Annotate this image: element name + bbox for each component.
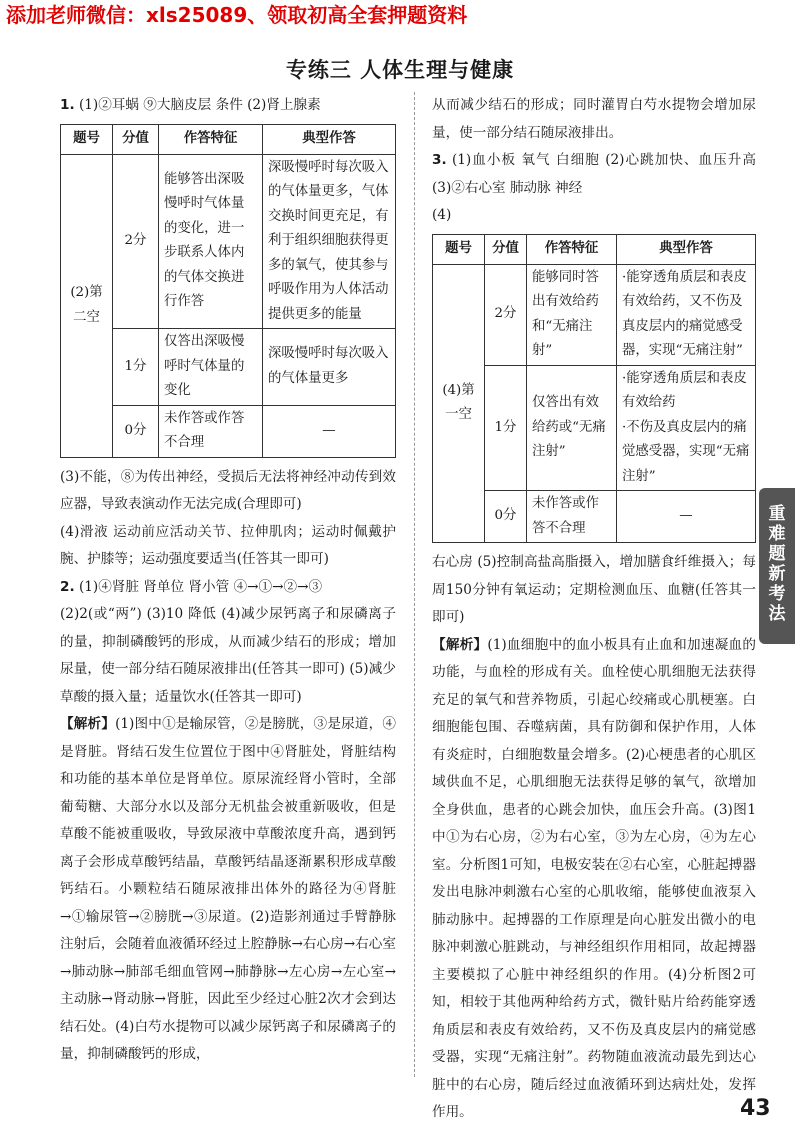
left-column xyxy=(60,92,396,1069)
side-tab-char: 考 xyxy=(768,584,786,604)
q2-part2: (2)2(或“两”) (3)10 降低 (4)减少尿钙离子和尿磷离子的量，抑制磷酸钙的形成，从而减少结石的形成；增加尿量，使一部分结石随尿液排出(任答其一即可) (5)减少草酸的摄入量；适量饮水(任答其一即可) xyxy=(60,606,396,705)
q2-number: 2. xyxy=(60,578,75,595)
answer-cell: ·能穿透角质层和表皮有效给药 ·不伤及真皮层内的痛觉感受器，实现“无痛注射” xyxy=(617,365,756,491)
header-feature: 作答特征 xyxy=(159,124,263,154)
q1-scoring-table xyxy=(60,124,396,458)
q3-scoring-table xyxy=(432,234,756,544)
header-item: 题号 xyxy=(433,234,485,264)
table-header-row xyxy=(61,124,396,154)
score-cell: 0分 xyxy=(113,405,159,457)
score-cell: 2分 xyxy=(113,154,159,329)
q1-part4: (4)滑液 运动前应活动关节、拉伸肌肉；运动时佩戴护腕、护膝等；运动强度要适当(任答其一即可) xyxy=(60,523,396,567)
q3-number: 3. xyxy=(432,152,447,168)
header-score: 分值 xyxy=(113,124,159,154)
q2-answer-1: (1)④肾脏 肾单位 肾小管 ④→①→②→③ xyxy=(78,578,323,595)
feature-cell: 未作答或作答不合理 xyxy=(527,491,617,543)
q3-analysis xyxy=(432,632,756,1127)
analysis-text: (1)图中①是输尿管，②是膀胱，③是尿道，④是肾脏。肾结石发生位置位于图中④肾脏处，肾脏结构和功能的基本单位是肾单位。原尿流经肾小管时，全部葡萄糖、大部分水以及部分无机盐会被重新吸收，但是草酸不能被重吸收，导致尿液中草酸浓度升高，遇到钙离子会形成草酸钙结晶，草酸钙结晶逐渐累积形成草酸钙结石。小颗粒结石随尿液排出体外的路径为④肾脏→①输尿管→②膀胱→③尿道。(2)造影剂通过手臂静脉注射后，会随着血液循环经过上腔静脉→右心房→右心室→肺动脉→肺部毛细血管网→肺静脉→左心房→左心室→主动脉→肾动脉→肾脏，因此至少经过心脏2次才会到达结石处。(4)白芍水提物可以减少尿钙离子和尿磷离子的量，抑制磷酸钙的形成， xyxy=(60,716,396,1062)
q3-after-table: 右心房 (5)控制高盐高脂摄入，增加膳食纤维摄入；每周150分钟有氧运动；定期检测血压、血糖(任答其一即可) xyxy=(432,554,756,625)
side-tab-char: 法 xyxy=(768,604,786,624)
promo-banner: 添加老师微信：xls25089、领取初高全套押题资料 xyxy=(6,3,468,27)
page-number: 43 xyxy=(740,1096,771,1121)
q3-part4-label: (4) xyxy=(432,207,452,223)
table-row xyxy=(61,154,396,329)
header-feature: 作答特征 xyxy=(527,234,617,264)
side-tab-char: 新 xyxy=(768,564,786,584)
right-column xyxy=(432,92,756,1127)
score-cell: 0分 xyxy=(485,491,527,543)
q1-number: 1. xyxy=(60,97,75,113)
answer-cell: 深吸慢呼时每次吸入的气体量更多，气体交换时间更充足，有利于组织细胞获得更多的氧气，使其参与呼吸作用为人体活动提供更多的能量 xyxy=(263,154,396,329)
analysis-label: 【解析】 xyxy=(60,716,116,732)
q1-answer-1: (1)②耳蜗 ⑨大脑皮层 条件 (2)肾上腺素 xyxy=(78,97,321,113)
answer-cell: — xyxy=(263,405,396,457)
analysis-label: 【解析】 xyxy=(432,636,488,653)
table-header-row xyxy=(433,234,756,264)
q2-continued: 从而减少结石的形成；同时灌胃白芍水提物会增加尿量，使一部分结石随尿液排出。 xyxy=(432,97,756,141)
answer-cell: 深吸慢呼时每次吸入的气体量更多 xyxy=(263,329,396,406)
q3-answer-1: (1)血小板 氧气 白细胞 (2)心跳加快、血压升高 (3)②右心室 肺动脉 神经 xyxy=(432,152,756,196)
feature-cell: 仅答出深吸慢呼时气体量的变化 xyxy=(159,329,263,406)
header-item: 题号 xyxy=(61,124,113,154)
feature-cell: 能够答出深吸慢呼时气体量的变化，进一步联系人体内的气体交换进行作答 xyxy=(159,154,263,329)
q2-line1 xyxy=(60,574,396,602)
score-cell: 1分 xyxy=(485,365,527,491)
score-cell: 2分 xyxy=(485,264,527,365)
header-score: 分值 xyxy=(485,234,527,264)
q1-part3: (3)不能，⑧为传出神经，受损后无法将神经冲动传到效应器，导致表演动作无法完成(合理即可) xyxy=(60,468,396,512)
side-tab-char: 题 xyxy=(768,544,786,564)
section-side-tab xyxy=(759,488,795,644)
score-cell: 1分 xyxy=(113,329,159,406)
side-tab-char: 重 xyxy=(768,504,786,524)
side-tab-char: 难 xyxy=(768,524,786,544)
answer-cell: — xyxy=(617,491,756,543)
answer-cell: ·能穿透角质层和表皮有效给药，又不伤及真皮层内的痛觉感受器，实现“无痛注射” xyxy=(617,264,756,365)
page-title: 专练三 人体生理与健康 xyxy=(285,58,515,82)
row-label: (4)第一空 xyxy=(433,264,485,543)
header-answer: 典型作答 xyxy=(263,124,396,154)
feature-cell: 能够同时答出有效给药和“无痛注射” xyxy=(527,264,617,365)
header-answer: 典型作答 xyxy=(617,234,756,264)
analysis-text: (1)血细胞中的血小板具有止血和加速凝血的功能，与血栓的形成有关。血栓使心肌细胞无法获得充足的氧气和营养物质，引起心绞痛或心肌梗塞。白细胞能包围、吞噬病菌，具有防御和保护作用，人体有炎症时，白细胞数量会增多。(2)心梗患者的心肌区域供血不足，心肌细胞无法获得足够的氧气，欲增加全身供血，患者的心跳会加快，血压会升高。(3)图1中①为右心房，②为右心室，③为左心房，④为左心室。分析图1可知，电极安装在②右心室，心脏起搏器发出电脉冲刺激右心室的心肌收缩，能够使血液泵入肺动脉中。起搏器的工作原理是向心脏发出微小的电脉冲刺激心脏跳动，与神经组织作用相同，故起搏器主要模拟了心脏中神经组织的作用。(4)分析图2可知，相较于其他两种给药方式，微针贴片给药能穿透角质层和表皮有效给药，又不伤及真皮层内的痛觉感受器，实现“无痛注射”。药物随血液流动最先到达心脏中的右心房，随后经过血液循环到达病灶处，发挥作用。 xyxy=(432,636,756,1120)
q3-line1 xyxy=(432,147,756,202)
table-row xyxy=(433,264,756,365)
row-label: (2)第二空 xyxy=(61,154,113,457)
feature-cell: 未作答或作答不合理 xyxy=(159,405,263,457)
q2-analysis xyxy=(60,711,396,1069)
q1-line1 xyxy=(60,92,396,120)
feature-cell: 仅答出有效给药或“无痛注射” xyxy=(527,365,617,491)
column-divider xyxy=(414,92,415,1077)
